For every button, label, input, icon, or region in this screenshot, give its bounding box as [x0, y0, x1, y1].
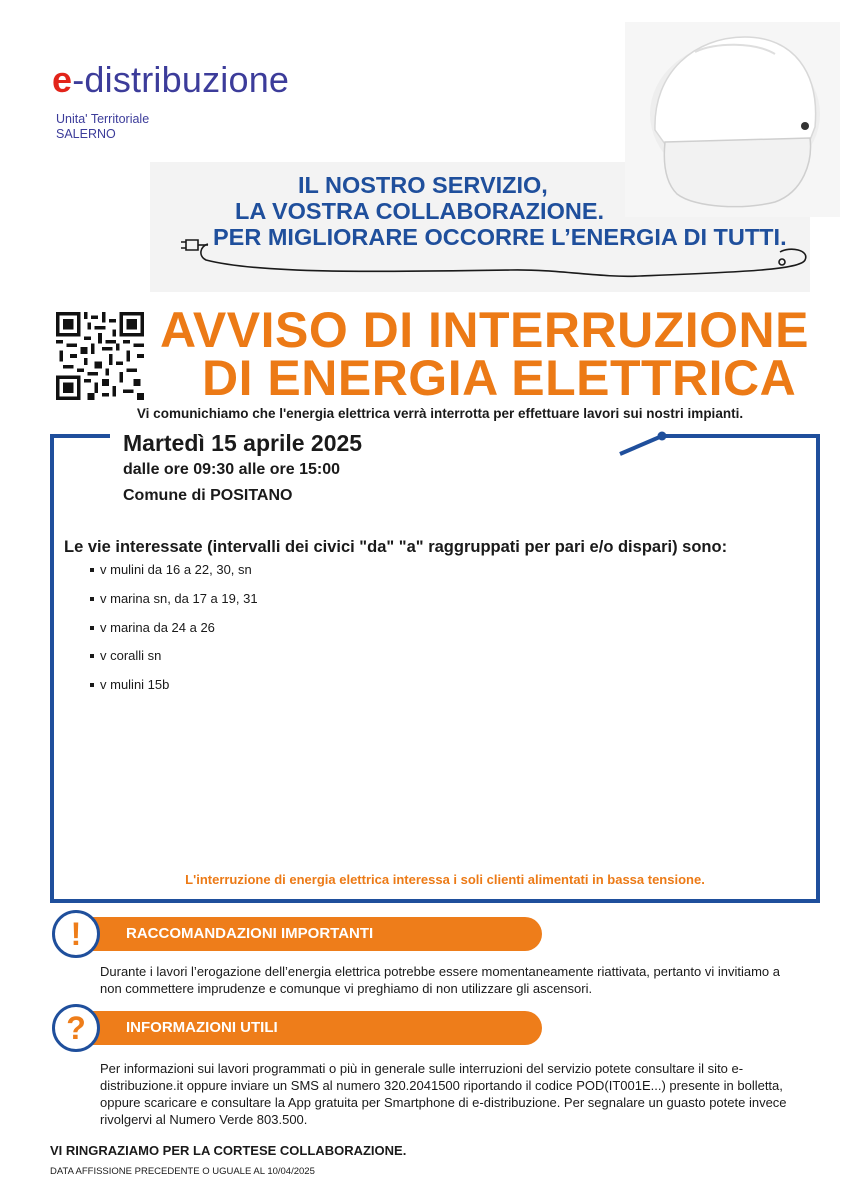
low-voltage-note: L'interruzione di energia elettrica interessa i soli clienti alimentati in bassa tensione.	[185, 872, 705, 887]
question-icon: ?	[52, 1004, 100, 1052]
info-heading: INFORMAZIONI UTILI	[126, 1019, 278, 1036]
helmet-image	[625, 22, 840, 217]
posting-date: DATA AFFISSIONE PRECEDENTE O UGUALE AL 10/04/2025	[50, 1166, 315, 1177]
intro-text: Vi comunichiamo che l'energia elettrica verrà interrotta per effettuare lavori sui nostri impianti.	[136, 406, 744, 421]
thanks-text: VI RINGRAZIAMO PER LA CORTESE COLLABORAZIONE.	[50, 1143, 407, 1158]
list-item: v mulini 15b	[90, 677, 258, 706]
streets-list	[90, 562, 258, 706]
notice-title-line-2: DI ENERGIA ELETTRICA	[202, 350, 797, 406]
unit-line-1: Unita' Territoriale	[56, 112, 150, 126]
logo-e: e	[52, 59, 73, 100]
list-item: v coralli sn	[90, 648, 258, 677]
logo-text: -distribuzione	[72, 59, 290, 100]
territorial-unit	[56, 112, 149, 142]
info-text: Per informazioni sui lavori programmati o più in generale sulle interruzioni del servizio potete consultare il sito e-distribuzione.it oppure inviare un SMS al numero 320.2041500 riportando il codice POD(IT001E...) presente in bolletta, oppure scaricare e consultare la App gratuita per Smartphone di e-distribuzione. Per segnalare un guasto potete invece rivolgervi al Numero Verde 803.500.	[100, 1061, 787, 1127]
streets-heading: Le vie interessate (intervalli dei civici "da" "a" raggruppati per pari e/o dispari) sono:	[64, 538, 728, 556]
exclamation-icon: !	[52, 910, 100, 958]
slogan-line-3: PER MIGLIORARE OCCORRE L’ENERGIA DI TUTTI.	[213, 224, 787, 250]
slogan-line-1: IL NOSTRO SERVIZIO,	[298, 172, 548, 198]
list-item: v mulini da 16 a 22, 30, sn	[90, 562, 258, 591]
list-item: v marina sn, da 17 a 19, 31	[90, 591, 258, 620]
interruption-hours: dalle ore 09:30 alle ore 15:00	[123, 461, 341, 478]
notice-title-line-1: AVVISO DI INTERRUZIONE	[160, 302, 810, 358]
qr-code	[56, 312, 144, 400]
recommendations-text: Durante i lavori l’erogazione dell’energia elettrica potrebbe essere momentaneamente riattivata, pertanto vi invitiamo a non commettere imprudenze e comunque vi preghiamo di non utilizzare gli ascensori.	[100, 964, 780, 996]
plug-cable-icon	[180, 232, 820, 282]
municipality: Comune di POSITANO	[123, 487, 293, 504]
company-logo	[52, 59, 290, 100]
recommendations-bar	[82, 917, 542, 951]
info-bar	[82, 1011, 542, 1045]
unit-line-2: SALERNO	[56, 127, 116, 141]
slogan-line-2: LA VOSTRA COLLABORAZIONE.	[235, 198, 605, 224]
interruption-date: Martedì 15 aprile 2025	[123, 430, 363, 456]
list-item: v marina da 24 a 26	[90, 620, 258, 649]
recommendations-heading: RACCOMANDAZIONI IMPORTANTI	[126, 925, 374, 942]
